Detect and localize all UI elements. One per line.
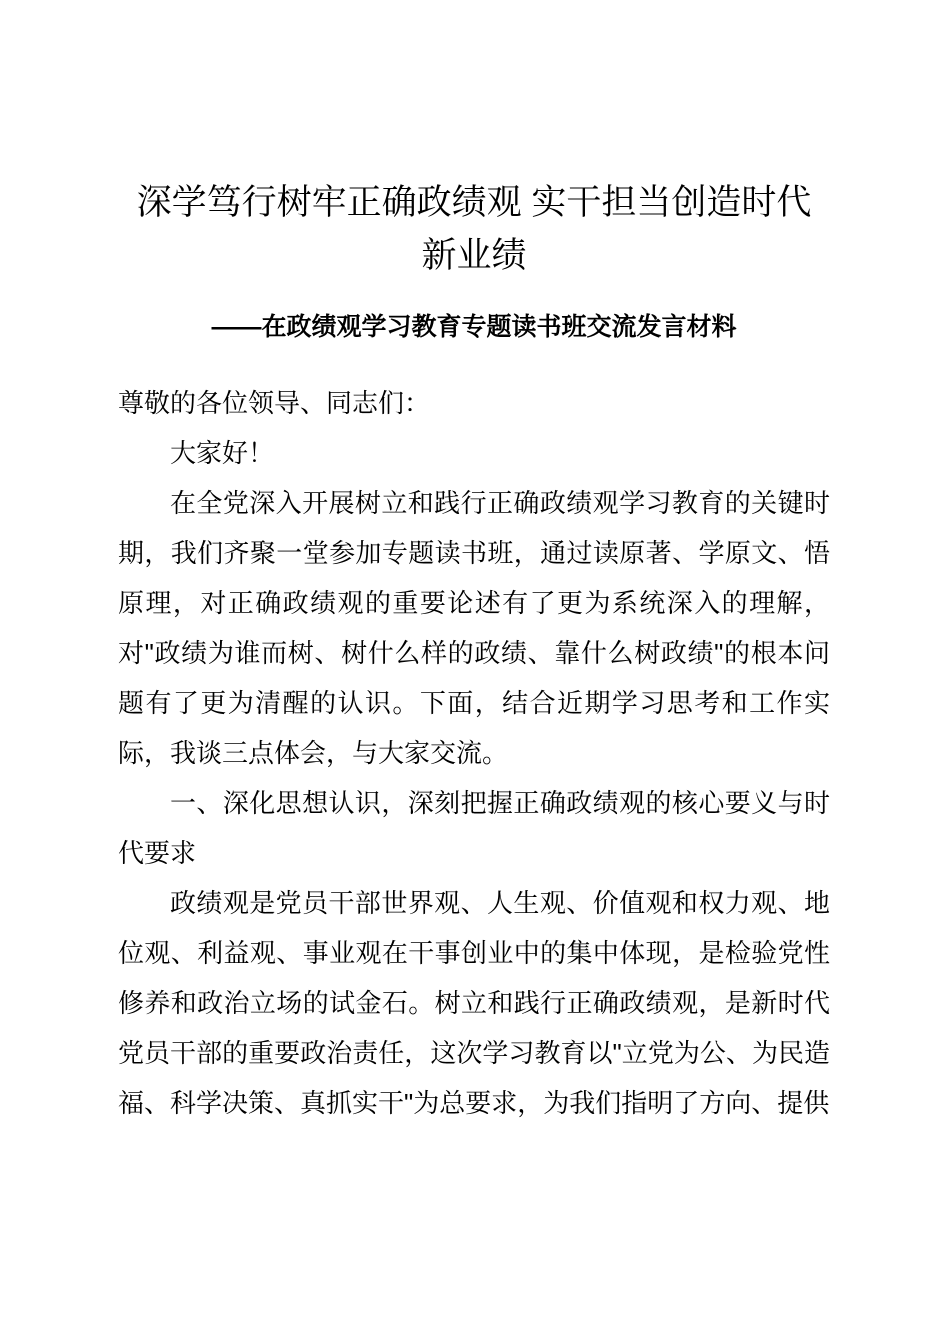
paragraph: 大家好！ [170, 438, 275, 468]
document-body [118, 378, 830, 1128]
paragraph: 尊敬的各位领导、同志们： [118, 388, 431, 418]
document-subtitle: ——在政绩观学习教育专题读书班交流发言材料 [211, 313, 737, 341]
paragraph: 政绩观是党员干部世界观、人生观、价值观和权力观、地位观、利益观、事业观在干事创业中的集中体现，是检验党性修养和政治立场的试金石。树立和践行正确政绩观，是新时代党员干部的重要政治责任，这次学习教育以"立党为公、为民造福、科学决策、真抓实干"为总要求，为我们指明了方向、提供 [118, 888, 830, 1118]
section-heading: 一、深化思想认识，深刻把握正确政绩观的核心要义与时代要求 [118, 788, 830, 868]
paragraph: 在全党深入开展树立和践行正确政绩观学习教育的关键时期，我们齐聚一堂参加专题读书班，通过读原著、学原文、悟原理，对正确政绩观的重要论述有了更为系统深入的理解，对"政绩为谁而树、树什么样的政绩、靠什么树政绩"的根本问题有了更为清醒的认识。下面，结合近期学习思考和工作实际，我谈三点体会，与大家交流。 [118, 488, 830, 768]
document-title: 深学笃行树牢正确政绩观 实干担当创造时代新业绩 [136, 183, 812, 275]
